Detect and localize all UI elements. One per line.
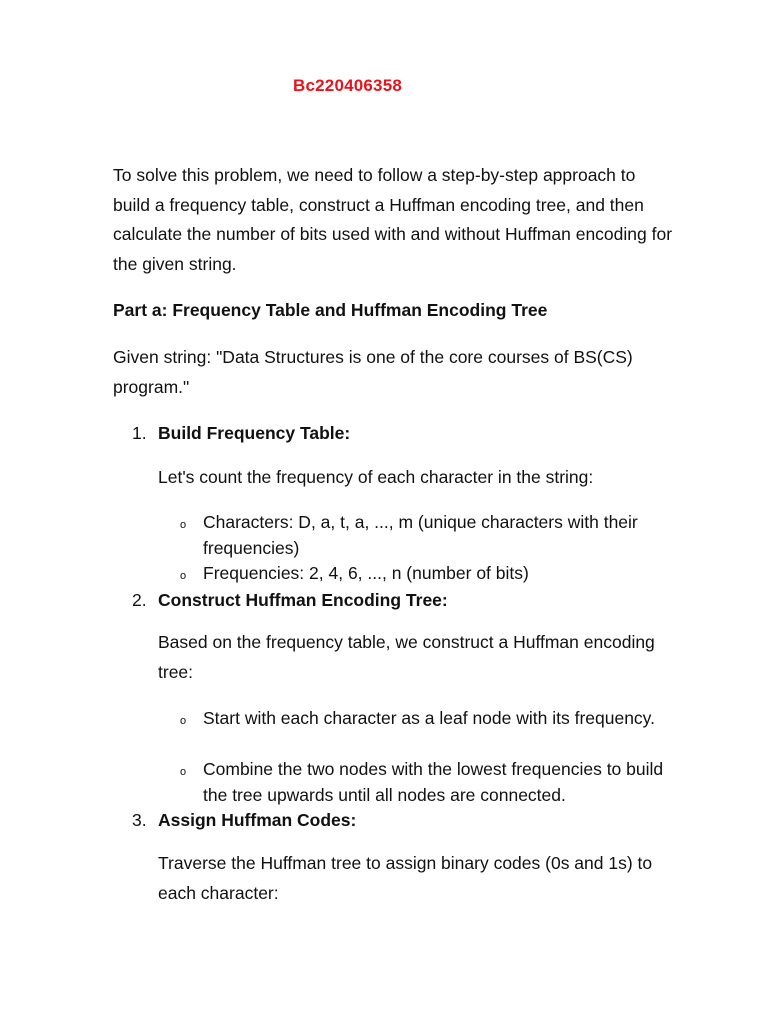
bullet-text: Start with each character as a leaf node with its frequency.: [203, 708, 655, 728]
step-2-heading: [132, 587, 448, 613]
step-2-bullet-1: [180, 706, 670, 732]
bullet-marker: o: [180, 570, 187, 582]
step-2-description: Based on the frequency table, we construct a Huffman encoding tree:: [158, 632, 655, 682]
step-2-bullet-2: [180, 757, 670, 808]
bullet-text: Combine the two nodes with the lowest frequencies to build the tree upwards until all nodes are connected.: [203, 759, 664, 805]
given-string-paragraph: Given string: "Data Structures is one of the core courses of BS(CS) program.": [113, 347, 633, 397]
bullet-text: Frequencies: 2, 4, 6, ..., n (number of bits): [203, 563, 529, 583]
step-1-number: 1.: [132, 423, 147, 443]
part-a-heading: Part a: Frequency Table and Huffman Encoding Tree: [113, 300, 548, 320]
intro-paragraph: To solve this problem, we need to follow a step-by-step approach to build a frequency table, construct a Huffman encoding tree, and then calculate the number of bits used with and without Huffman encoding for the given string.: [113, 165, 673, 274]
step-3-number: 3.: [132, 810, 147, 830]
step-3-heading: [132, 807, 356, 833]
step-1-heading: [132, 420, 350, 446]
step-3-description: Traverse the Huffman tree to assign binary codes (0s and 1s) to each character:: [158, 853, 653, 903]
bullet-marker: o: [180, 519, 187, 531]
bullet-text: Characters: D, a, t, a, ..., m (unique characters with their frequencies): [203, 512, 638, 558]
step-2-number: 2.: [132, 590, 147, 610]
bullet-marker: o: [180, 766, 187, 778]
bullet-marker: o: [180, 715, 187, 727]
student-id: Bc220406358: [293, 76, 403, 95]
step-3-title: Assign Huffman Codes:: [158, 810, 357, 830]
step-2-title: Construct Huffman Encoding Tree:: [158, 590, 448, 610]
step-1-title: Build Frequency Table:: [158, 423, 351, 443]
step-1-description: Let's count the frequency of each character in the string:: [158, 467, 594, 487]
step-1-bullet-1: [180, 510, 670, 561]
step-1-bullet-2: [180, 561, 670, 587]
